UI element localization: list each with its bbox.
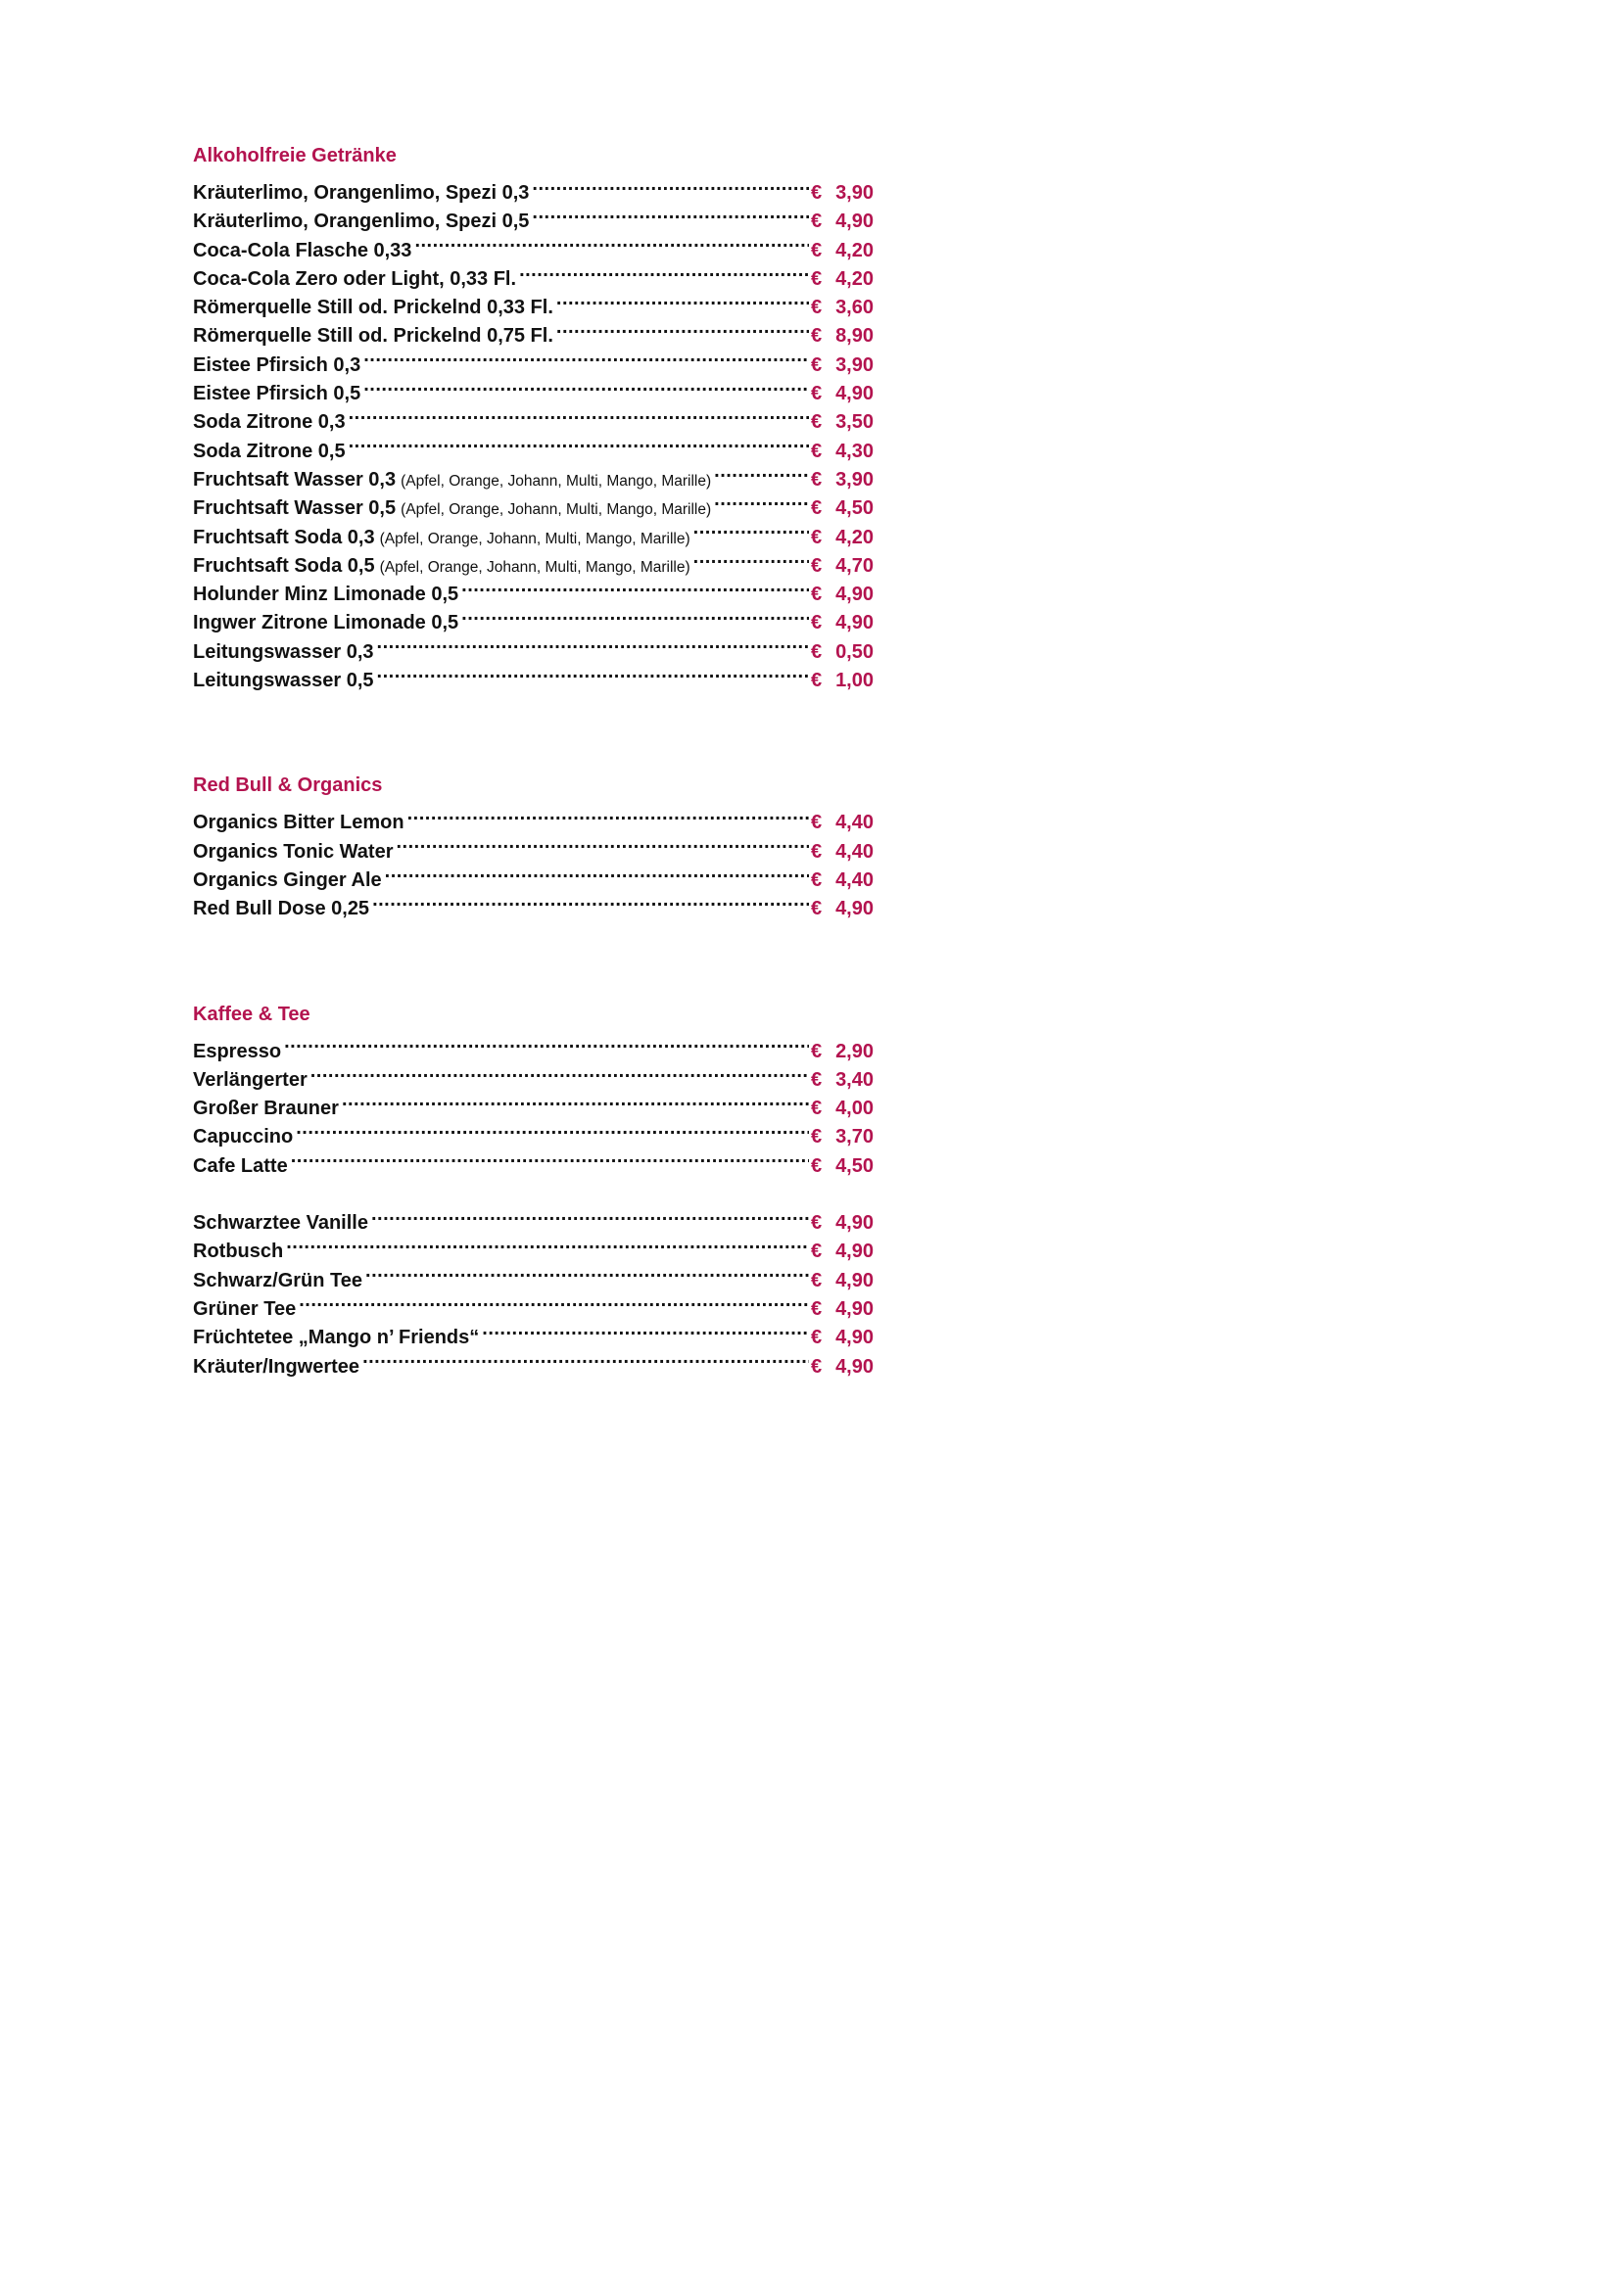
item-price: 4,20 <box>835 526 874 548</box>
dot-leader <box>365 1258 809 1287</box>
dot-leader <box>342 1086 809 1114</box>
item-price: 4,90 <box>835 1355 874 1378</box>
dot-leader <box>286 1229 809 1257</box>
currency-symbol: € <box>811 411 823 434</box>
currency-symbol: € <box>811 554 823 577</box>
item-price: 4,90 <box>835 211 874 233</box>
currency-symbol: € <box>811 297 823 319</box>
item-price: 3,70 <box>835 1126 874 1148</box>
item-note: (Apfel, Orange, Johann, Multi, Mango, Marille) <box>379 530 690 547</box>
item-price: 4,30 <box>835 440 874 462</box>
currency-symbol: € <box>811 640 823 663</box>
currency-symbol: € <box>811 1355 823 1378</box>
item-name: Kräuterlimo, Orangenlimo, Spezi 0,3 <box>193 182 530 204</box>
item-price: 3,90 <box>835 468 874 491</box>
currency-symbol: € <box>811 325 823 348</box>
item-name: Organics Tonic Water <box>193 840 394 863</box>
dot-leader <box>372 886 809 914</box>
dot-leader <box>556 313 809 342</box>
dot-leader <box>482 1315 809 1343</box>
dot-leader <box>407 800 809 828</box>
item-price: 4,20 <box>835 239 874 261</box>
dot-leader <box>693 543 809 572</box>
item-price: 4,90 <box>835 1241 874 1263</box>
currency-symbol: € <box>811 868 823 891</box>
item-name: Eistee Pfirsich 0,3 <box>193 353 361 376</box>
menu-item-row <box>193 1229 874 1263</box>
item-name: Ingwer Zitrone Limonade 0,5 <box>193 612 459 634</box>
currency-symbol: € <box>811 1212 823 1235</box>
item-price: 4,90 <box>835 1212 874 1235</box>
item-price: 4,40 <box>835 840 874 863</box>
item-name: Rotbusch <box>193 1241 284 1263</box>
dot-leader <box>532 170 809 199</box>
menu-item-row <box>193 800 874 834</box>
item-price: 4,50 <box>835 497 874 520</box>
item-name: Fruchtsaft Wasser 0,3 <box>193 468 397 491</box>
menu-item-row <box>193 1200 874 1235</box>
currency-symbol: € <box>811 526 823 548</box>
currency-symbol: € <box>811 497 823 520</box>
item-name: Organics Bitter Lemon <box>193 812 404 834</box>
item-price: 4,70 <box>835 554 874 577</box>
item-name: Verlängerter <box>193 1068 308 1091</box>
menu-item-row <box>193 1029 874 1062</box>
dot-leader <box>371 1200 809 1229</box>
item-price: 0,50 <box>835 640 874 663</box>
currency-symbol: € <box>811 1098 823 1120</box>
item-price: 4,20 <box>835 267 874 290</box>
section-title: Alkoholfreie Getränke <box>193 145 397 166</box>
item-price: 3,60 <box>835 297 874 319</box>
section-title: Kaffee & Tee <box>193 1003 310 1025</box>
item-name: Kräuter/Ingwertee <box>193 1355 360 1378</box>
item-name: Organics Ginger Ale <box>193 868 382 891</box>
item-price: 4,90 <box>835 1297 874 1320</box>
item-name: Römerquelle Still od. Prickelnd 0,33 Fl. <box>193 297 553 319</box>
item-price: 3,90 <box>835 353 874 376</box>
group-spacer <box>193 1172 874 1200</box>
item-name: Schwarztee Vanille <box>193 1212 368 1235</box>
currency-symbol: € <box>811 670 823 692</box>
dot-leader <box>299 1287 809 1315</box>
item-list <box>193 800 874 920</box>
dot-leader <box>349 399 809 428</box>
dot-leader <box>532 199 809 227</box>
dot-leader <box>363 371 809 399</box>
item-price: 4,00 <box>835 1098 874 1120</box>
dot-leader <box>414 228 809 257</box>
item-name: Red Bull Dose 0,25 <box>193 898 370 920</box>
dot-leader <box>296 1114 809 1143</box>
menu-item-row <box>193 1057 874 1091</box>
dot-leader <box>310 1057 809 1086</box>
item-price: 3,50 <box>835 411 874 434</box>
item-note: (Apfel, Orange, Johann, Multi, Mango, Marille) <box>401 472 712 490</box>
currency-symbol: € <box>811 840 823 863</box>
dot-leader <box>377 658 809 686</box>
currency-symbol: € <box>811 612 823 634</box>
item-name: Holunder Minz Limonade 0,5 <box>193 584 459 606</box>
item-name: Fruchtsaft Soda 0,3 <box>193 526 375 548</box>
section-coffee-tea <box>193 1001 874 1378</box>
item-name: Soda Zitrone 0,3 <box>193 411 346 434</box>
item-name: Espresso <box>193 1040 282 1062</box>
currency-symbol: € <box>811 239 823 261</box>
item-name: Fruchtsaft Wasser 0,5 <box>193 497 397 520</box>
item-list-coffee <box>193 1029 874 1177</box>
section-non-alcoholic-drinks <box>193 142 874 692</box>
item-price: 4,90 <box>835 383 874 405</box>
section-title: Red Bull & Organics <box>193 774 383 797</box>
item-name: Cafe Latte <box>193 1154 288 1177</box>
section-spacer <box>193 686 874 772</box>
section-spacer <box>193 915 874 1001</box>
item-name: Grüner Tee <box>193 1297 297 1320</box>
currency-symbol: € <box>811 1040 823 1062</box>
dot-leader <box>385 858 809 886</box>
dot-leader <box>291 1144 809 1172</box>
currency-symbol: € <box>811 898 823 920</box>
item-price: 4,90 <box>835 612 874 634</box>
currency-symbol: € <box>811 353 823 376</box>
currency-symbol: € <box>811 1269 823 1291</box>
currency-symbol: € <box>811 1068 823 1091</box>
item-name: Fruchtsaft Soda 0,5 <box>193 554 375 577</box>
item-price: 4,90 <box>835 1327 874 1349</box>
currency-symbol: € <box>811 211 823 233</box>
dot-leader <box>396 829 809 858</box>
dot-leader <box>363 343 809 371</box>
currency-symbol: € <box>811 1327 823 1349</box>
item-price: 1,00 <box>835 670 874 692</box>
dot-leader <box>519 257 809 285</box>
item-price: 2,90 <box>835 1040 874 1062</box>
dot-leader <box>284 1029 809 1057</box>
section-red-bull-organics <box>193 772 874 920</box>
item-price: 8,90 <box>835 325 874 348</box>
item-name: Soda Zitrone 0,5 <box>193 440 346 462</box>
item-price: 4,90 <box>835 1269 874 1291</box>
item-price: 4,90 <box>835 584 874 606</box>
dot-leader <box>461 572 809 600</box>
currency-symbol: € <box>811 468 823 491</box>
menu-item-row <box>193 1258 874 1291</box>
item-price: 3,40 <box>835 1068 874 1091</box>
menu-item-row <box>193 170 874 204</box>
currency-symbol: € <box>811 584 823 606</box>
item-name: Leitungswasser 0,3 <box>193 640 374 663</box>
item-name: Kräuterlimo, Orangenlimo, Spezi 0,5 <box>193 211 530 233</box>
item-name: Früchtetee „Mango n’ Friends“ <box>193 1327 480 1349</box>
menu-item-row <box>193 1144 874 1177</box>
currency-symbol: € <box>811 267 823 290</box>
item-list <box>193 170 874 692</box>
dot-leader <box>349 429 809 457</box>
item-note: (Apfel, Orange, Johann, Multi, Mango, Marille) <box>379 558 690 576</box>
dot-leader <box>461 600 809 629</box>
item-name: Eistee Pfirsich 0,5 <box>193 383 361 405</box>
item-name: Coca-Cola Flasche 0,33 <box>193 239 412 261</box>
item-price: 4,90 <box>835 898 874 920</box>
item-note: (Apfel, Orange, Johann, Multi, Mango, Marille) <box>401 501 712 519</box>
item-price: 4,40 <box>835 812 874 834</box>
currency-symbol: € <box>811 1154 823 1177</box>
currency-symbol: € <box>811 1297 823 1320</box>
item-name: Römerquelle Still od. Prickelnd 0,75 Fl. <box>193 325 553 348</box>
item-price: 3,90 <box>835 182 874 204</box>
dot-leader <box>556 285 809 313</box>
item-price: 4,40 <box>835 868 874 891</box>
currency-symbol: € <box>811 1126 823 1148</box>
dot-leader <box>693 515 809 543</box>
item-name: Capuccino <box>193 1126 294 1148</box>
currency-symbol: € <box>811 812 823 834</box>
price-list-page <box>193 142 874 1378</box>
item-name: Leitungswasser 0,5 <box>193 670 374 692</box>
item-list-tea <box>193 1200 874 1378</box>
currency-symbol: € <box>811 440 823 462</box>
item-name: Schwarz/Grün Tee <box>193 1269 363 1291</box>
dot-leader <box>362 1344 809 1373</box>
item-name: Großer Brauner <box>193 1098 339 1120</box>
dot-leader <box>714 486 809 514</box>
item-price: 4,50 <box>835 1154 874 1177</box>
currency-symbol: € <box>811 383 823 405</box>
currency-symbol: € <box>811 182 823 204</box>
dot-leader <box>714 457 809 486</box>
currency-symbol: € <box>811 1241 823 1263</box>
item-name: Coca-Cola Zero oder Light, 0,33 Fl. <box>193 267 517 290</box>
dot-leader <box>377 630 809 658</box>
